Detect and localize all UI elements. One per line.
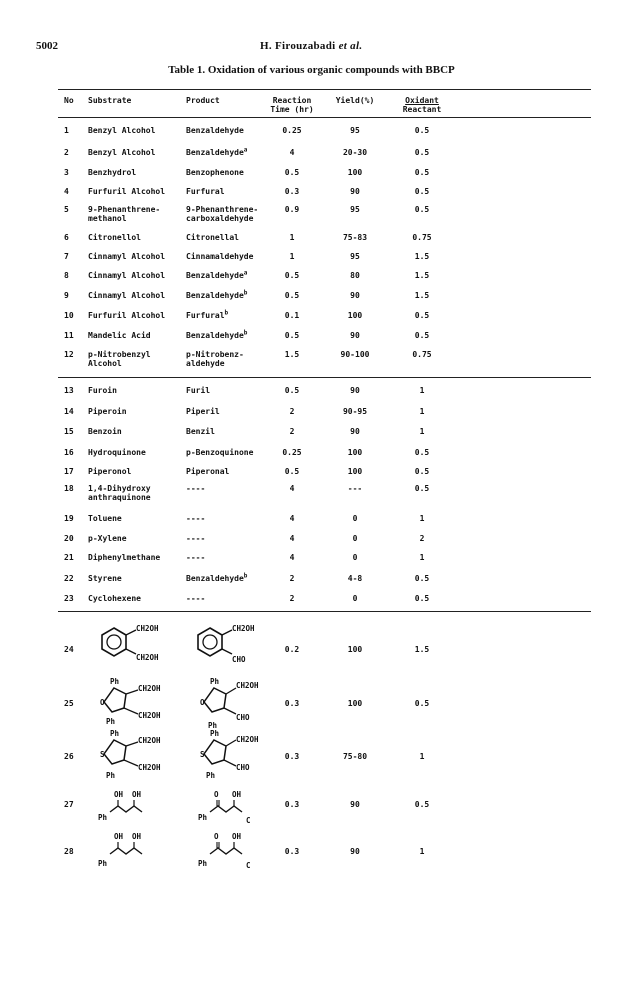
row-25-yield: 100 bbox=[347, 699, 363, 708]
page-number: 5002 bbox=[36, 40, 58, 52]
row-22-yield: 4-8 bbox=[347, 574, 363, 583]
row-20-yield: 0 bbox=[352, 534, 358, 543]
row-16-no: 16 bbox=[64, 448, 74, 457]
row-10-footnote-mark: b bbox=[224, 309, 229, 317]
p25-cho: CHO bbox=[236, 713, 250, 722]
row-8-oxidant-ratio: 1.5 bbox=[414, 271, 430, 280]
row-15-product: Benzil bbox=[186, 427, 215, 436]
row-14-oxidant-ratio: 1 bbox=[419, 407, 425, 416]
row-19-oxidant-ratio: 1 bbox=[419, 514, 425, 523]
row-20-time: 4 bbox=[289, 534, 295, 543]
row-17-yield: 100 bbox=[347, 467, 363, 476]
row-15-substrate: Benzoin bbox=[88, 427, 122, 436]
row-5-product: 9-Phenanthrene- carboxaldehyde bbox=[186, 205, 259, 223]
structure-27-product bbox=[196, 790, 276, 835]
col-yield-header: Yield(%) bbox=[335, 96, 375, 105]
row-6-oxidant-ratio: 0.75 bbox=[412, 233, 432, 242]
row-9-footnote-mark: b bbox=[243, 289, 248, 297]
row-21-yield: 0 bbox=[352, 553, 358, 562]
row-3-product: Benzophenone bbox=[186, 168, 244, 177]
row-6-time: 1 bbox=[289, 233, 295, 242]
row-13-product: Furil bbox=[186, 386, 211, 395]
s27-ph: Ph bbox=[98, 813, 108, 822]
row-21-no: 21 bbox=[64, 553, 74, 562]
row-14-substrate: Piperoin bbox=[88, 407, 127, 416]
row-1-yield: 95 bbox=[350, 126, 360, 135]
p28-oh: OH bbox=[232, 832, 242, 841]
p25-ch2oh: CH2OH bbox=[236, 681, 259, 690]
row-6-substrate: Citronellol bbox=[88, 233, 141, 242]
row-23-substrate: Cyclohexene bbox=[88, 594, 141, 603]
row-19-yield: 0 bbox=[352, 514, 358, 523]
row-10-no: 10 bbox=[64, 311, 74, 320]
row-18-oxidant-ratio: 0.5 bbox=[414, 484, 430, 493]
s26-ch2oh-bottom: CH2OH bbox=[138, 763, 161, 772]
s28-oh-2: OH bbox=[132, 832, 142, 841]
p26-cho: CHO bbox=[236, 763, 250, 772]
row-26-time: 0.3 bbox=[284, 752, 300, 761]
row-27-no: 27 bbox=[64, 800, 74, 809]
col-substrate-header: Substrate bbox=[88, 96, 132, 105]
row-3-yield: 100 bbox=[347, 168, 363, 177]
p28-c: C bbox=[246, 861, 251, 870]
row-10-oxidant-ratio: 0.5 bbox=[414, 311, 430, 320]
col-oxidant-header-2: Reactant bbox=[402, 105, 442, 114]
s27-oh-2: OH bbox=[132, 790, 142, 799]
row-9-time: 0.5 bbox=[284, 291, 300, 300]
row-1-time: 0.25 bbox=[282, 126, 302, 135]
s25-ch2oh-bottom: CH2OH bbox=[138, 711, 161, 720]
row-8-yield: 80 bbox=[350, 271, 360, 280]
structure-27-substrate bbox=[96, 790, 176, 831]
row-2-oxidant-ratio: 0.5 bbox=[414, 148, 430, 157]
row-22-product-text: Benzaldehyde bbox=[186, 574, 244, 583]
s24-ch2oh-bottom: CH2OH bbox=[136, 653, 159, 662]
table-top-rule bbox=[58, 89, 591, 90]
p24-cho: CHO bbox=[232, 655, 246, 664]
row-8-time: 0.5 bbox=[284, 271, 300, 280]
row-23-time: 2 bbox=[289, 594, 295, 603]
row-2-time: 4 bbox=[289, 148, 295, 157]
row-11-oxidant-ratio: 0.5 bbox=[414, 331, 430, 340]
p26-ch2oh: CH2OH bbox=[236, 735, 259, 744]
row-28-oxidant-ratio: 1 bbox=[419, 847, 425, 856]
row-28-no: 28 bbox=[64, 847, 74, 856]
row-9-yield: 90 bbox=[350, 291, 360, 300]
row-12-yield: 90-100 bbox=[340, 350, 370, 359]
row-17-product: Piperonal bbox=[186, 467, 230, 476]
row-2-product-wrap bbox=[186, 148, 247, 157]
p26-ph-top: Ph bbox=[210, 729, 220, 738]
row-21-product: ---- bbox=[186, 553, 206, 562]
row-23-no: 23 bbox=[64, 594, 74, 603]
structure-28-product bbox=[196, 832, 276, 881]
row-11-yield: 90 bbox=[350, 331, 360, 340]
running-head-authors: H. Firouzabadi bbox=[260, 40, 336, 52]
col-time-header-1: Reaction bbox=[272, 96, 312, 105]
structure-24-product bbox=[192, 622, 282, 675]
row-5-substrate: 9-Phenanthrene- methanol bbox=[88, 205, 161, 223]
row-18-no: 18 bbox=[64, 484, 74, 493]
p28-ph: Ph bbox=[198, 859, 208, 868]
row-20-oxidant-ratio: 2 bbox=[419, 534, 425, 543]
row-18-product: ---- bbox=[186, 484, 206, 493]
row-4-time: 0.3 bbox=[284, 187, 300, 196]
row-11-time: 0.5 bbox=[284, 331, 300, 340]
row-11-product-wrap bbox=[186, 331, 247, 340]
row-12-no: 12 bbox=[64, 350, 74, 359]
p27-oh: OH bbox=[232, 790, 242, 799]
row-12-substrate: p-Nitrobenzyl Alcohol bbox=[88, 350, 151, 368]
structure-26-product bbox=[196, 728, 286, 787]
s25-o: O bbox=[100, 698, 105, 707]
row-22-time: 2 bbox=[289, 574, 295, 583]
row-8-no: 8 bbox=[64, 271, 69, 280]
row-26-yield: 75-80 bbox=[342, 752, 368, 761]
row-9-substrate: Cinnamyl Alcohol bbox=[88, 291, 166, 300]
p26-ph-bottom: Ph bbox=[206, 771, 216, 780]
row-7-oxidant-ratio: 1.5 bbox=[414, 252, 430, 261]
row-11-footnote-mark: b bbox=[243, 329, 248, 337]
section-rule-1 bbox=[58, 377, 591, 378]
s26-ph-bottom: Ph bbox=[106, 771, 116, 780]
row-1-product: Benzaldehyde bbox=[186, 126, 244, 135]
row-11-product-text: Benzaldehyde bbox=[186, 331, 244, 340]
row-25-time: 0.3 bbox=[284, 699, 300, 708]
row-23-yield: 0 bbox=[352, 594, 358, 603]
row-15-oxidant-ratio: 1 bbox=[419, 427, 425, 436]
row-14-yield: 90-95 bbox=[342, 407, 368, 416]
row-7-time: 1 bbox=[289, 252, 295, 261]
row-2-yield: 20-30 bbox=[342, 148, 368, 157]
s26-ph-top: Ph bbox=[110, 729, 120, 738]
row-6-no: 6 bbox=[64, 233, 69, 242]
row-27-yield: 90 bbox=[350, 800, 360, 809]
row-12-oxidant-ratio: 0.75 bbox=[412, 350, 432, 359]
row-5-oxidant-ratio: 0.5 bbox=[414, 205, 430, 214]
row-22-no: 22 bbox=[64, 574, 74, 583]
row-16-oxidant-ratio: 0.5 bbox=[414, 448, 430, 457]
row-3-oxidant-ratio: 0.5 bbox=[414, 168, 430, 177]
structure-24-substrate bbox=[96, 622, 186, 675]
row-23-product: ---- bbox=[186, 594, 206, 603]
row-13-yield: 90 bbox=[350, 386, 360, 395]
col-time-header-2: Time (hr) bbox=[270, 105, 314, 114]
row-19-substrate: Toluene bbox=[88, 514, 122, 523]
row-19-time: 4 bbox=[289, 514, 295, 523]
row-17-substrate: Piperonol bbox=[88, 467, 132, 476]
row-6-product: Citronellal bbox=[186, 233, 239, 242]
p26-s: S bbox=[200, 750, 205, 759]
row-16-yield: 100 bbox=[347, 448, 363, 457]
s26-ch2oh-top: CH2OH bbox=[138, 736, 161, 745]
row-8-substrate: Cinnamyl Alcohol bbox=[88, 271, 166, 280]
row-9-no: 9 bbox=[64, 291, 69, 300]
row-7-substrate: Cinnamyl Alcohol bbox=[88, 252, 166, 261]
structure-28-substrate bbox=[96, 832, 176, 877]
row-14-time: 2 bbox=[289, 407, 295, 416]
row-21-time: 4 bbox=[289, 553, 295, 562]
row-13-substrate: Furoin bbox=[88, 386, 117, 395]
row-1-oxidant-ratio: 0.5 bbox=[414, 126, 430, 135]
col-oxidant-header-1: Oxidant bbox=[405, 96, 439, 105]
row-13-time: 0.5 bbox=[284, 386, 300, 395]
running-head-suffix: et al. bbox=[338, 40, 363, 52]
row-3-no: 3 bbox=[64, 168, 69, 177]
row-10-substrate: Furfuril Alcohol bbox=[88, 311, 166, 320]
row-12-product: p-Nitrobenz- aldehyde bbox=[186, 350, 244, 368]
structure-26-substrate bbox=[96, 728, 186, 787]
row-7-product: Cinnamaldehyde bbox=[186, 252, 254, 261]
row-4-yield: 90 bbox=[350, 187, 360, 196]
row-10-product-text: Furfural bbox=[186, 311, 225, 320]
s25-ch2oh-top: CH2OH bbox=[138, 684, 161, 693]
row-18-time: 4 bbox=[289, 484, 295, 493]
row-18-yield: --- bbox=[347, 484, 363, 493]
structure-25-substrate bbox=[96, 676, 186, 733]
row-4-no: 4 bbox=[64, 187, 69, 196]
row-22-oxidant-ratio: 0.5 bbox=[414, 574, 430, 583]
row-7-yield: 95 bbox=[350, 252, 360, 261]
row-26-oxidant-ratio: 1 bbox=[419, 752, 425, 761]
col-no-header: No bbox=[64, 96, 74, 105]
row-25-oxidant-ratio: 0.5 bbox=[414, 699, 430, 708]
row-17-no: 17 bbox=[64, 467, 74, 476]
row-5-time: 0.9 bbox=[284, 205, 300, 214]
header-bottom-rule bbox=[58, 117, 591, 118]
row-17-oxidant-ratio: 0.5 bbox=[414, 467, 430, 476]
row-20-no: 20 bbox=[64, 534, 74, 543]
row-24-yield: 100 bbox=[347, 645, 363, 654]
row-27-time: 0.3 bbox=[284, 800, 300, 809]
running-head bbox=[260, 40, 362, 52]
p28-o: O bbox=[214, 832, 219, 841]
row-10-product-wrap bbox=[186, 311, 228, 320]
p27-o: O bbox=[214, 790, 219, 799]
row-8-footnote-mark: a bbox=[243, 269, 248, 277]
row-24-oxidant-ratio: 1.5 bbox=[414, 645, 430, 654]
p27-ph: Ph bbox=[198, 813, 208, 822]
row-24-time: 0.2 bbox=[284, 645, 300, 654]
row-13-no: 13 bbox=[64, 386, 74, 395]
row-15-time: 2 bbox=[289, 427, 295, 436]
row-22-product-wrap bbox=[186, 574, 247, 583]
row-20-substrate: p-Xylene bbox=[88, 534, 127, 543]
row-16-product: p-Benzoquinone bbox=[186, 448, 254, 457]
row-10-yield: 100 bbox=[347, 311, 363, 320]
row-11-substrate: Mandelic Acid bbox=[88, 331, 151, 340]
row-17-time: 0.5 bbox=[284, 467, 300, 476]
row-9-product-wrap bbox=[186, 291, 247, 300]
p27-c: C bbox=[246, 816, 251, 825]
row-28-yield: 90 bbox=[350, 847, 360, 856]
row-2-no: 2 bbox=[64, 148, 69, 157]
row-26-no: 26 bbox=[64, 752, 74, 761]
row-2-product-text: Benzaldehyde bbox=[186, 148, 244, 157]
row-21-substrate: Diphenylmethane bbox=[88, 553, 161, 562]
row-6-yield: 75-83 bbox=[342, 233, 368, 242]
p25-ph-top: Ph bbox=[210, 677, 220, 686]
row-19-product: ---- bbox=[186, 514, 206, 523]
col-product-header: Product bbox=[186, 96, 220, 105]
p25-o: O bbox=[200, 698, 205, 707]
p24-ch2oh: CH2OH bbox=[232, 624, 255, 633]
row-4-product: Furfural bbox=[186, 187, 225, 196]
row-16-time: 0.25 bbox=[282, 448, 302, 457]
row-25-no: 25 bbox=[64, 699, 74, 708]
s27-oh-1: OH bbox=[114, 790, 124, 799]
row-4-substrate: Furfuril Alcohol bbox=[88, 187, 166, 196]
row-22-footnote-mark: b bbox=[243, 572, 248, 580]
row-22-substrate: Styrene bbox=[88, 574, 122, 583]
section-rule-2 bbox=[58, 611, 591, 612]
s26-s: S bbox=[100, 750, 105, 759]
row-15-no: 15 bbox=[64, 427, 74, 436]
row-12-time: 1.5 bbox=[284, 350, 300, 359]
row-4-oxidant-ratio: 0.5 bbox=[414, 187, 430, 196]
row-1-no: 1 bbox=[64, 126, 69, 135]
row-8-product-text: Benzaldehyde bbox=[186, 271, 244, 280]
table-title: Table 1. Oxidation of various organic compounds with BBCP bbox=[168, 64, 455, 76]
row-1-substrate: Benzyl Alcohol bbox=[88, 126, 156, 135]
row-24-no: 24 bbox=[64, 645, 74, 654]
s28-oh-1: OH bbox=[114, 832, 124, 841]
row-3-substrate: Benzhydrol bbox=[88, 168, 137, 177]
row-16-substrate: Hydroquinone bbox=[88, 448, 146, 457]
row-8-product-wrap bbox=[186, 271, 247, 280]
row-18-substrate: 1,4-Dihydroxy anthraquinone bbox=[88, 484, 151, 502]
row-9-oxidant-ratio: 1.5 bbox=[414, 291, 430, 300]
row-20-product: ---- bbox=[186, 534, 206, 543]
row-2-substrate: Benzyl Alcohol bbox=[88, 148, 156, 157]
row-15-yield: 90 bbox=[350, 427, 360, 436]
row-5-yield: 95 bbox=[350, 205, 360, 214]
row-21-oxidant-ratio: 1 bbox=[419, 553, 425, 562]
row-9-product-text: Benzaldehyde bbox=[186, 291, 244, 300]
row-23-oxidant-ratio: 0.5 bbox=[414, 594, 430, 603]
row-14-product: Piperil bbox=[186, 407, 220, 416]
row-11-no: 11 bbox=[64, 331, 74, 340]
row-14-no: 14 bbox=[64, 407, 74, 416]
row-27-oxidant-ratio: 0.5 bbox=[414, 800, 430, 809]
s28-ph: Ph bbox=[98, 859, 108, 868]
row-7-no: 7 bbox=[64, 252, 69, 261]
row-10-time: 0.1 bbox=[284, 311, 300, 320]
row-2-footnote-mark: a bbox=[243, 146, 248, 154]
row-5-no: 5 bbox=[64, 205, 69, 214]
row-19-no: 19 bbox=[64, 514, 74, 523]
p25-ph-bottom: Ph bbox=[208, 721, 218, 730]
row-28-time: 0.3 bbox=[284, 847, 300, 856]
s24-ch2oh-top: CH2OH bbox=[136, 624, 159, 633]
row-3-time: 0.5 bbox=[284, 168, 300, 177]
row-13-oxidant-ratio: 1 bbox=[419, 386, 425, 395]
s25-ph-bottom: Ph bbox=[106, 717, 116, 726]
s25-ph-top: Ph bbox=[110, 677, 120, 686]
